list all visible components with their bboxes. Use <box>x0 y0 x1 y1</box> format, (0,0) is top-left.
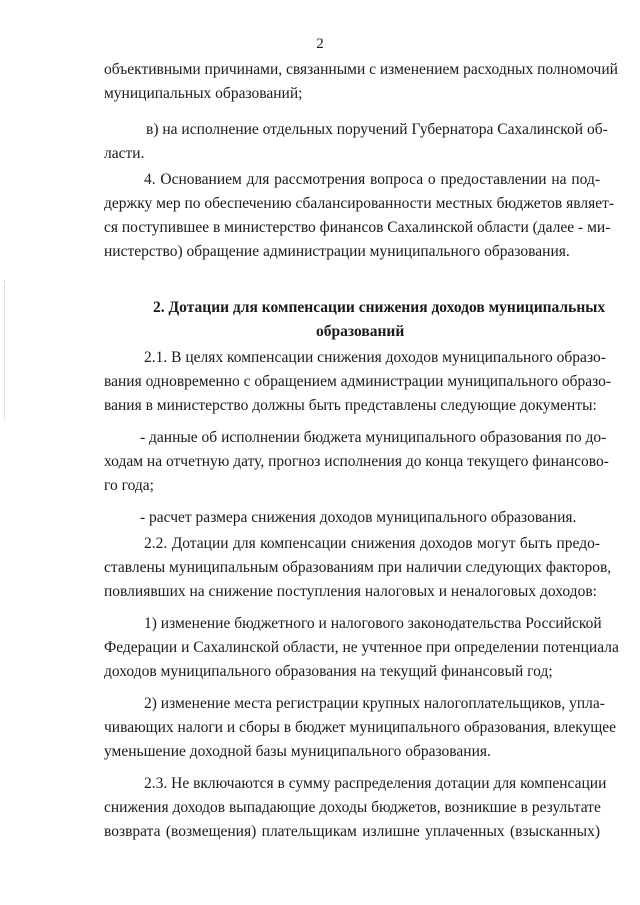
section-heading: образований <box>316 323 405 340</box>
text-line: 2.2. Дотации для компенсации снижения доходов могут быть предо- <box>144 535 600 552</box>
text-line: - данные об исполнении бюджета муниципального образования по до- <box>140 429 607 446</box>
text-line: 2.3. Не включаются в сумму распределения дотации для компенсации <box>144 775 607 792</box>
text-line: 2) изменение места регистрации крупных налогоплательщиков, упла- <box>144 695 605 712</box>
text-line: держку мер по обеспечению сбалансированности местных бюджетов являет- <box>104 195 615 212</box>
text-line: Федерации и Сахалинской области, не учтенное при определении потенциала <box>104 639 619 656</box>
text-line: снижения доходов выпадающие доходы бюджетов, возникшие в результате <box>104 799 601 816</box>
text-line: муниципальных образований; <box>104 85 303 102</box>
text-line: - расчет размера снижения доходов муниципального образования. <box>140 509 577 526</box>
text-line: ласти. <box>104 145 145 162</box>
text-line: го года; <box>104 477 154 494</box>
text-line: ставлены муниципальным образованиям при наличии следующих факторов, <box>104 559 612 576</box>
text-line: вания в министерство должны быть представлены следующие документы: <box>104 397 597 414</box>
text-line: нистерство) обращение администрации муниципального образования. <box>104 243 570 260</box>
text-line: уменьшение доходной базы муниципального образования. <box>104 743 491 760</box>
text-line: ся поступившее в министерство финансов Сахалинской области (далее - ми- <box>104 219 611 236</box>
text-line: ходам на отчетную дату, прогноз исполнения до конца текущего финансово- <box>104 453 609 470</box>
text-line: объективными причинами, связанными с изменением расходных полномочий <box>104 61 618 78</box>
section-heading: 2. Дотации для компенсации снижения доходов муниципальных <box>153 299 606 316</box>
page-number: 2 <box>316 36 324 52</box>
text-line: 1) изменение бюджетного и налогового законодательства Российской <box>144 615 602 632</box>
text-line: повлиявших на снижение поступления налоговых и неналоговых доходов: <box>104 583 597 600</box>
text-line: вания одновременно с обращением администрации муниципального образо- <box>104 373 612 390</box>
text-line: 2.1. В целях компенсации снижения доходов муниципального образо- <box>144 349 606 366</box>
text-line: доходов муниципального образования на текущий финансовый год; <box>104 663 553 680</box>
scan-margin-marks <box>4 280 8 420</box>
text-line: 4. Основанием для рассмотрения вопроса о предоставлении на под- <box>144 171 600 188</box>
text-line: чивающих налоги и сборы в бюджет муниципального образования, влекущее <box>104 719 617 736</box>
text-line: в) на исполнение отдельных поручений Губернатора Сахалинской об- <box>146 121 608 138</box>
text-line: возврата (возмещения) плательщикам излишне уплаченных (взысканных) <box>104 823 600 840</box>
